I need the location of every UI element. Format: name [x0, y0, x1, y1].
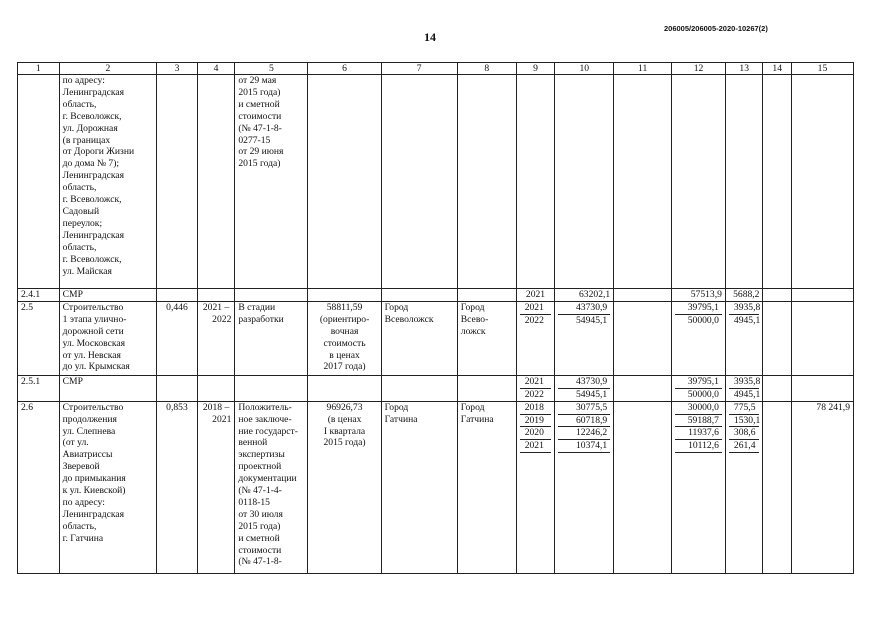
text-line: от 29 июня — [238, 146, 284, 158]
regional-value: 50000,0 — [687, 314, 719, 326]
text-line: в ценах — [329, 349, 360, 361]
total-value: 54945,1 — [576, 388, 608, 400]
cell-customer — [381, 75, 457, 289]
column-header: 5 — [235, 63, 308, 75]
table-row-2-5-1 — [18, 375, 854, 401]
year-value: 2018 — [520, 402, 552, 415]
cell-year — [516, 301, 555, 375]
cell-local — [725, 375, 763, 401]
column-number-row — [18, 63, 854, 75]
text-line: (№ 47-1-4- — [238, 485, 282, 497]
cell-number: 2.5 — [18, 301, 60, 375]
text-line: I квартала — [323, 425, 366, 437]
text-line: 58811,59 — [326, 301, 363, 313]
text-line: стоимости — [238, 544, 282, 556]
local-value: 1530,1 — [729, 415, 760, 428]
column-header: 14 — [763, 63, 791, 75]
cell-period — [197, 289, 235, 302]
cell-cost — [308, 301, 381, 375]
text-line: стоимость — [323, 337, 366, 349]
text-line: 2015 года) — [238, 158, 281, 170]
text-line: г. Всеволожск, — [62, 194, 122, 206]
cell-number: 2.4.1 — [18, 289, 60, 302]
column-header: 13 — [725, 63, 763, 75]
text-line: Всево- — [460, 313, 489, 325]
cell-object-address — [59, 301, 157, 375]
cell-customer — [381, 401, 457, 573]
cell-period — [197, 375, 235, 401]
cell-owner — [457, 75, 516, 289]
total-value: 54945,1 — [576, 314, 608, 326]
text-line: область, — [62, 182, 97, 194]
regional-value: 59188,7 — [675, 415, 722, 428]
cell-object-address: СМР — [59, 289, 157, 302]
table-row-2-5 — [18, 301, 854, 375]
text-line: до ул. Крымская — [62, 361, 130, 373]
text-line: от Дороги Жизни — [62, 146, 135, 158]
text-line: Ленинградская — [62, 508, 125, 520]
cell-period — [197, 401, 235, 573]
column-header: 3 — [157, 63, 198, 75]
cell-year — [516, 375, 555, 401]
column-header: 4 — [197, 63, 235, 75]
cell-local — [725, 401, 763, 573]
cell-local — [725, 75, 763, 289]
cell-regional: 57513,9 — [672, 289, 726, 302]
cell-length: 0,446 — [157, 301, 198, 375]
text-line: (№ 47-1-8- — [238, 122, 282, 134]
regional-value: 39795,1 — [675, 302, 722, 315]
total-value: 10374,1 — [558, 440, 610, 453]
cell-length — [157, 75, 198, 289]
text-line: г. Гатчина — [62, 532, 104, 544]
text-line: Город — [460, 401, 485, 413]
text-line: г. Всеволожск, — [62, 253, 122, 265]
local-value: 4945,1 — [733, 314, 761, 326]
text-line: 2021 – — [202, 301, 230, 313]
column-header: 8 — [457, 63, 516, 75]
cell-col15 — [791, 289, 853, 302]
cell-expertise — [235, 401, 308, 573]
cell-owner — [457, 289, 516, 302]
text-line: (в границах — [62, 134, 111, 146]
local-value: 261,4 — [729, 440, 760, 453]
text-line: от ул. Невская — [62, 349, 121, 361]
text-line: до примыкания — [62, 473, 126, 485]
cell-regional — [672, 301, 726, 375]
text-line: Ленинградская — [62, 170, 125, 182]
local-value: 3935,8 — [729, 376, 760, 389]
text-line: Город — [384, 301, 409, 313]
year-value: 2021 — [520, 440, 552, 453]
year-value: 2021 — [520, 302, 552, 315]
cell-owner — [457, 375, 516, 401]
text-line: проектной — [238, 461, 282, 473]
column-header: 7 — [381, 63, 457, 75]
cell-length: 0,853 — [157, 401, 198, 573]
cell-number — [18, 75, 60, 289]
cell-total — [555, 75, 614, 289]
regional-value: 50000,0 — [687, 388, 719, 400]
local-value: 308,6 — [729, 427, 760, 440]
cell-customer — [381, 301, 457, 375]
cell-expertise — [235, 375, 308, 401]
year-value: 2022 — [524, 314, 544, 326]
cell-col15 — [791, 75, 853, 289]
text-line: ул. Слепнева — [62, 425, 116, 437]
cell-year — [516, 75, 555, 289]
text-line: Город — [384, 401, 409, 413]
cell-owner — [457, 401, 516, 573]
cell-cost — [308, 401, 381, 573]
text-line: Всеволожск — [384, 313, 434, 325]
text-line: 2015 года) — [238, 520, 281, 532]
cell-cost — [308, 289, 381, 302]
text-line: Авиатриссы — [62, 449, 113, 461]
cell-customer — [381, 289, 457, 302]
text-line: стоимости — [238, 110, 282, 122]
local-value: 3935,8 — [729, 302, 760, 315]
text-line: переулок; — [62, 217, 103, 229]
text-line: ное заключе- — [238, 413, 292, 425]
cell-number: 2.5.1 — [18, 375, 60, 401]
text-line: 0118-15 — [238, 496, 270, 508]
table-row-2-4-1 — [18, 289, 854, 302]
table-row-continuation — [18, 75, 854, 289]
column-header: 11 — [614, 63, 672, 75]
total-value: 30775,5 — [558, 402, 610, 415]
text-line: венной — [238, 437, 268, 449]
text-line: 1 этапа улично- — [62, 313, 127, 325]
cell-period — [197, 75, 235, 289]
cell-length — [157, 375, 198, 401]
cell-year: 2021 — [516, 289, 555, 302]
cell-total — [555, 401, 614, 573]
regional-value: 10112,6 — [675, 440, 722, 453]
text-line: разработки — [238, 313, 284, 325]
text-line: (в ценах — [327, 413, 362, 425]
total-value: 12246,2 — [558, 427, 610, 440]
column-header: 1 — [18, 63, 60, 75]
cell-number: 2.6 — [18, 401, 60, 573]
text-line: экспертизы — [238, 449, 285, 461]
text-line: ул. Московская — [62, 337, 126, 349]
cell-cost — [308, 75, 381, 289]
total-value: 43730,9 — [558, 376, 610, 389]
text-line: 2015 года) — [238, 86, 281, 98]
cell-col14 — [763, 401, 791, 573]
regional-value: 30000,0 — [675, 402, 722, 415]
text-line: 2015 года) — [323, 437, 366, 449]
cell-col14 — [763, 375, 791, 401]
column-header: 6 — [308, 63, 381, 75]
text-line: г. Всеволожск, — [62, 110, 122, 122]
cell-col14 — [763, 289, 791, 302]
text-line: 2017 года) — [323, 361, 366, 373]
text-line: ул. Дорожная — [62, 122, 118, 134]
text-line: документации — [238, 473, 297, 485]
cell-total: 63202,1 — [555, 289, 614, 302]
text-line: дорожной сети — [62, 325, 124, 337]
cell-object-address: СМР — [59, 375, 157, 401]
text-line: (№ 47-1-8- — [238, 556, 282, 568]
text-line: Ленинградская — [62, 229, 125, 241]
cell-expertise — [235, 301, 308, 375]
table-row-2-6 — [18, 401, 854, 573]
cell-customer — [381, 375, 457, 401]
year-value: 2020 — [520, 427, 552, 440]
cell-regional — [672, 401, 726, 573]
column-header: 9 — [516, 63, 555, 75]
year-value: 2021 — [520, 376, 552, 389]
text-line: и сметной — [238, 532, 280, 544]
column-header: 10 — [555, 63, 614, 75]
text-line: 0277-15 — [238, 134, 271, 146]
text-line: ложск — [460, 325, 486, 337]
text-line: 2022 — [212, 313, 232, 325]
cell-col11 — [614, 401, 672, 573]
cell-year — [516, 401, 555, 573]
text-line: (ориентиро- — [319, 313, 370, 325]
cell-regional — [672, 375, 726, 401]
text-line: Садовый — [62, 205, 100, 217]
cell-owner — [457, 301, 516, 375]
page-number: 14 — [424, 30, 436, 44]
text-line: 2021 — [212, 413, 232, 425]
text-line: и сметной — [238, 98, 280, 110]
document-reference: 206005/206005-2020-10267(2) — [664, 24, 768, 33]
cell-cost — [308, 375, 381, 401]
column-header: 2 — [59, 63, 157, 75]
text-line: по адресу: — [62, 75, 105, 86]
cell-col15 — [791, 301, 853, 375]
cell-expertise — [235, 289, 308, 302]
text-line: Строительство — [62, 401, 124, 413]
cell-object-address — [59, 401, 157, 573]
text-line: от 30 июля — [238, 508, 283, 520]
column-header: 12 — [672, 63, 726, 75]
text-line: область, — [62, 520, 97, 532]
total-value: 43730,9 — [558, 302, 610, 315]
text-line: Строительство — [62, 301, 124, 313]
regional-value: 39795,1 — [675, 376, 722, 389]
text-line: Ленинградская — [62, 86, 125, 98]
text-line: область, — [62, 241, 97, 253]
funding-table — [17, 62, 854, 574]
cell-col15 — [791, 375, 853, 401]
text-line: Гатчина — [384, 413, 418, 425]
column-header: 15 — [791, 63, 853, 75]
cell-col15: 78 241,9 — [791, 401, 853, 573]
text-line: В стадии — [238, 301, 276, 313]
text-line: продолжения — [62, 413, 117, 425]
cell-local — [725, 301, 763, 375]
text-line: до дома № 7); — [62, 158, 120, 170]
text-line: по адресу: — [62, 496, 105, 508]
cell-length — [157, 289, 198, 302]
text-line: вочная — [330, 325, 359, 337]
text-line: Город — [460, 301, 485, 313]
text-line: 2018 – — [202, 401, 230, 413]
cell-expertise — [235, 75, 308, 289]
year-value: 2019 — [520, 415, 552, 428]
cell-col11 — [614, 75, 672, 289]
text-line: область, — [62, 98, 97, 110]
cell-object-address — [59, 75, 157, 289]
cell-regional — [672, 75, 726, 289]
text-line: Зверевой — [62, 461, 100, 473]
cell-total — [555, 375, 614, 401]
cell-local: 5688,2 — [725, 289, 763, 302]
text-line: (от ул. — [62, 437, 89, 449]
cell-col11 — [614, 375, 672, 401]
text-line: Гатчина — [460, 413, 494, 425]
cell-period — [197, 301, 235, 375]
text-line: ул. Майская — [62, 265, 112, 277]
text-line: Положитель- — [238, 401, 292, 413]
cell-total — [555, 301, 614, 375]
cell-col14 — [763, 301, 791, 375]
cell-col14 — [763, 75, 791, 289]
text-line: от 29 мая — [238, 75, 277, 86]
text-line: к ул. Киевской) — [62, 485, 126, 497]
regional-value: 11937,6 — [675, 427, 722, 440]
text-line: 96926,73 — [326, 401, 363, 413]
cell-col11 — [614, 301, 672, 375]
local-value: 775,5 — [729, 402, 760, 415]
cell-col11 — [614, 289, 672, 302]
total-value: 60718,9 — [558, 415, 610, 428]
text-line: ние государст- — [238, 425, 298, 437]
year-value: 2022 — [524, 388, 544, 400]
local-value: 4945,1 — [733, 388, 761, 400]
